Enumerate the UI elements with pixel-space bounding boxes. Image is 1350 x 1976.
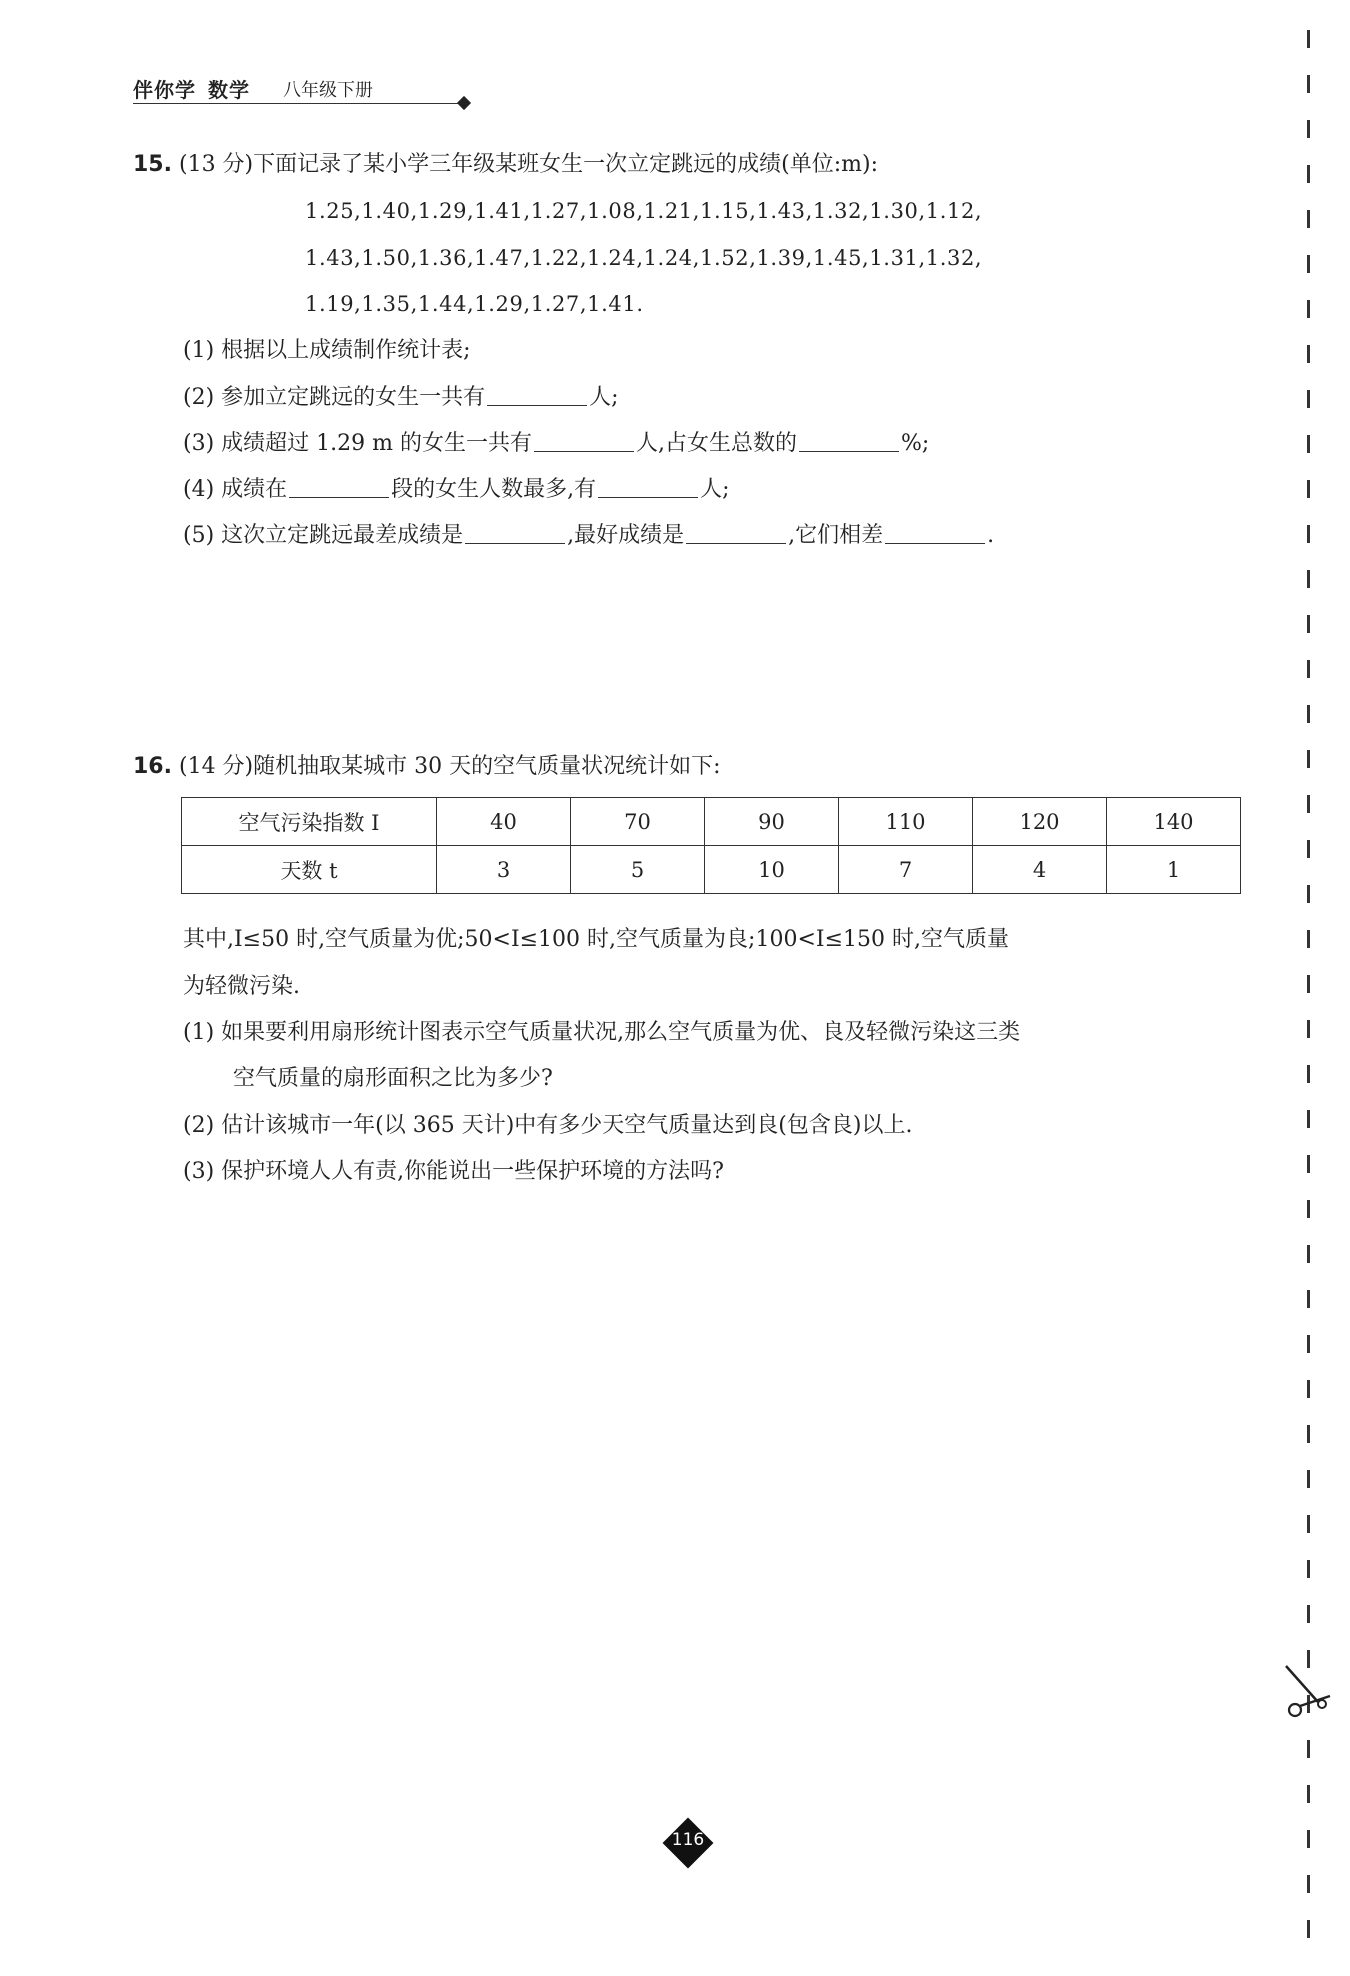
- q15-part-4-text-b: 段的女生人数最多,有: [391, 477, 597, 502]
- table-cell: 70: [571, 798, 705, 846]
- q16-number: 16.: [133, 754, 172, 779]
- answer-blank[interactable]: [799, 429, 899, 452]
- q15-part-4: [183, 475, 730, 505]
- answer-blank[interactable]: [487, 383, 587, 406]
- table-row-header: 空气污染指数 I: [182, 798, 437, 846]
- subject-name: 数学: [208, 78, 250, 102]
- table-cell: 90: [705, 798, 839, 846]
- q15-data-line-1: 1.25,1.40,1.29,1.41,1.27,1.08,1.21,1.15,1.43,1.32,1.30,1.12,: [305, 199, 983, 223]
- table-row: [182, 846, 1241, 894]
- q15-data-line-2: 1.43,1.50,1.36,1.47,1.22,1.24,1.24,1.52,1.39,1.45,1.31,1.32,: [305, 246, 983, 270]
- header-brand: [133, 74, 250, 103]
- table-cell: 40: [437, 798, 571, 846]
- answer-blank[interactable]: [465, 521, 565, 544]
- scissors-icon: [1278, 1660, 1338, 1720]
- air-quality-table: [181, 797, 1241, 894]
- q15-part-2-unit: 人;: [589, 385, 619, 410]
- q16-part-1-line-2: 空气质量的扇形面积之比为多少?: [233, 1066, 553, 1091]
- q15-data-line-3: 1.19,1.35,1.44,1.29,1.27,1.41.: [305, 292, 644, 316]
- q16-part-3: (3) 保护环境人人有责,你能说出一些保护环境的方法吗?: [183, 1159, 724, 1184]
- table-cell: 1: [1107, 846, 1241, 894]
- q16-note-line-1: 其中,I≤50 时,空气质量为优;50<I≤100 时,空气质量为良;100<I≤150 时,空气质量: [183, 927, 1009, 952]
- table-row: [182, 798, 1241, 846]
- answer-blank[interactable]: [686, 521, 786, 544]
- q15-part-3-text: (3) 成绩超过 1.29 m 的女生一共有: [183, 431, 532, 456]
- q15-part-5-text: (5) 这次立定跳远最差成绩是: [183, 523, 464, 548]
- q15-part-5: [183, 521, 994, 551]
- answer-blank[interactable]: [598, 475, 698, 498]
- q16-part-2: (2) 估计该城市一年(以 365 天计)中有多少天空气质量达到良(包含良)以上.: [183, 1113, 913, 1138]
- q16-note-line-2: 为轻微污染.: [183, 974, 300, 999]
- q16-part-1-line-1: (1) 如果要利用扇形统计图表示空气质量状况,那么空气质量为优、良及轻微污染这三类: [183, 1020, 1021, 1045]
- table-row-header: 天数 t: [182, 846, 437, 894]
- table-cell: 110: [839, 798, 973, 846]
- grade-label: 八年级下册: [283, 80, 373, 101]
- q15-stem: (13 分)下面记录了某小学三年级某班女生一次立定跳远的成绩(单位:m):: [178, 152, 878, 177]
- answer-blank[interactable]: [885, 521, 985, 544]
- table-cell: 140: [1107, 798, 1241, 846]
- q16-stem: (14 分)随机抽取某城市 30 天的空气质量状况统计如下:: [178, 754, 721, 779]
- page-number: [663, 1818, 713, 1868]
- q15-part-3-text-b: 人,占女生总数的: [635, 431, 797, 456]
- q16-stem-line: [133, 752, 721, 782]
- table-cell: 10: [705, 846, 839, 894]
- q15-part-2: [183, 383, 619, 413]
- q15-part-3: [183, 429, 929, 459]
- header-rule: [133, 103, 463, 104]
- table-cell: 120: [973, 798, 1107, 846]
- q15-part-1: (1) 根据以上成绩制作统计表;: [183, 338, 471, 363]
- q15-part-2-text: (2) 参加立定跳远的女生一共有: [183, 385, 486, 410]
- page-number-text: 116: [671, 1830, 705, 1850]
- q15-number: 15.: [133, 152, 172, 177]
- table-cell: 5: [571, 846, 705, 894]
- q15-part-5-text-c: ,它们相差: [788, 523, 884, 548]
- q15-part-4-unit: 人;: [700, 477, 730, 502]
- answer-blank[interactable]: [289, 475, 389, 498]
- table-cell: 7: [839, 846, 973, 894]
- brand-name: 伴你学: [133, 78, 196, 102]
- q15-part-4-text: (4) 成绩在: [183, 477, 288, 502]
- q15-part-5-text-b: ,最好成绩是: [567, 523, 685, 548]
- q15-part-5-end: .: [987, 523, 995, 548]
- answer-blank[interactable]: [534, 429, 634, 452]
- page-header: [133, 74, 463, 106]
- table-cell: 4: [973, 846, 1107, 894]
- table-cell: 3: [437, 846, 571, 894]
- q15-stem-line: [133, 150, 878, 180]
- q15-part-3-unit: %;: [900, 431, 930, 456]
- diamond-icon: [457, 96, 471, 110]
